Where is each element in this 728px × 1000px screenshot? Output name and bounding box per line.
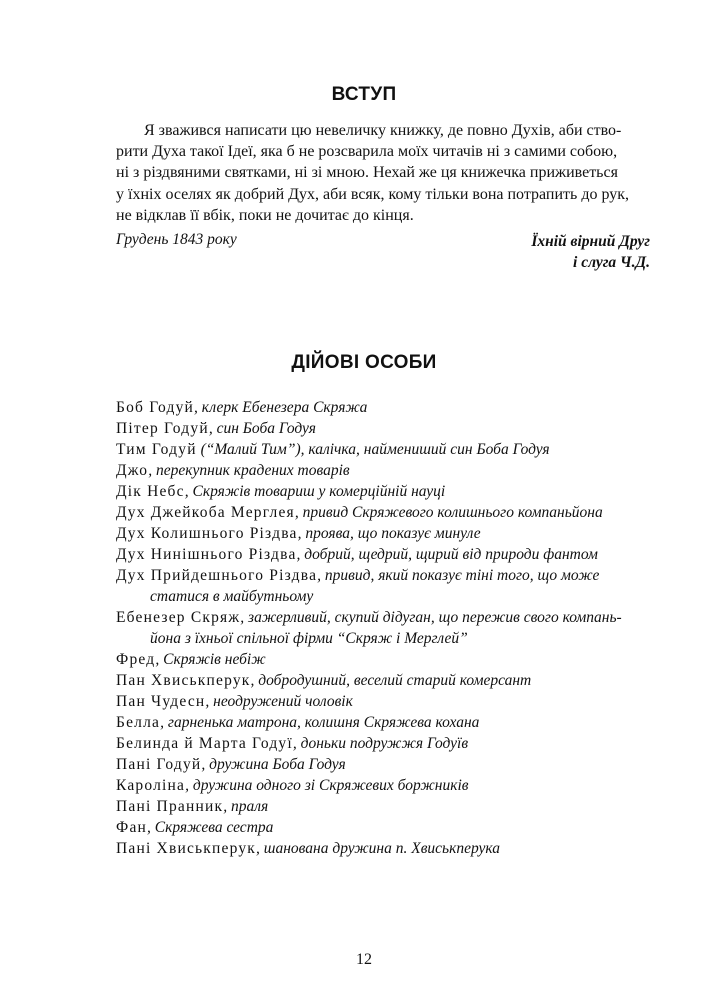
person-description: , дружина Боба Годуя xyxy=(201,756,346,773)
person-name: Дух Нинішнього Різдва xyxy=(116,546,297,563)
person-description: , проява, що показує минуле xyxy=(297,525,481,542)
person-description: , доньки подружжя Годуїв xyxy=(292,735,469,752)
intro-line: ні з різдвяними святками, ні зі мною. Нехай же ця книжечка приживеться xyxy=(116,164,618,182)
person-description: , праля xyxy=(223,798,269,815)
person-entry xyxy=(116,523,656,544)
person-name: Кароліна xyxy=(116,777,186,794)
person-description: , неодружений чоловік xyxy=(205,693,353,710)
person-name: Дух Прийдешнього Різдва xyxy=(116,567,318,584)
person-name: Тим Годуй xyxy=(116,441,197,458)
person-description: , гарненька матрона, колишня Скряжева кохана xyxy=(160,714,480,731)
person-entry xyxy=(116,544,656,565)
intro-heading: ВСТУП xyxy=(331,84,397,105)
person-description: , перекупник крадених товарів xyxy=(148,462,350,479)
person-name: Пані Пранник xyxy=(116,798,224,815)
person-description: , зажерливий, скупий дідуган, що пережив свого компань- xyxy=(240,609,622,626)
person-entry xyxy=(116,481,656,502)
person-description: , син Боба Годуя xyxy=(208,420,316,437)
signature-line: Їхній вірний Друг xyxy=(531,233,650,250)
person-description-continued: йона з їхньої спільної фірми “Скряж і Мерглей” xyxy=(150,630,468,647)
person-description: , Скряжів товариш у комерційній науці xyxy=(184,483,446,500)
person-name: Дух Джейкоба Мерглея xyxy=(116,504,295,521)
person-name: Дух Колишнього Різдва xyxy=(116,525,298,542)
intro-line: Я зважився написати цю невеличку книжку, де повно Духів, аби ство- xyxy=(144,122,622,139)
person-description: , клерк Ебенезера Скряжа xyxy=(194,399,368,416)
person-name: Пан Чудесн xyxy=(116,693,206,710)
person-entry xyxy=(116,439,656,460)
author-signature xyxy=(531,231,650,273)
person-name: Джо xyxy=(116,462,149,479)
person-entry xyxy=(116,649,656,670)
person-entry xyxy=(116,733,656,754)
person-description: , дружина одного зі Скряжевих боржників xyxy=(185,777,469,794)
person-entry xyxy=(116,565,656,586)
person-name: Белла xyxy=(116,714,161,731)
person-name: Дік Небс xyxy=(116,483,185,500)
intro-line: рити Духа такої Ідеї, яка б не розсварила моїх читачів ні з самими собою, xyxy=(116,143,618,161)
person-entry xyxy=(116,397,656,418)
person-description: , Скряжева сестра xyxy=(147,819,274,836)
person-entry xyxy=(116,712,656,733)
intro-date: Грудень 1843 року xyxy=(116,231,237,248)
intro-line: у їхніх оселях як добрий Дух, аби всяк, кому тільки вона потрапить до рук, xyxy=(116,185,630,203)
person-description: , шанована дружина п. Хвиськперука xyxy=(256,840,501,857)
person-name: Боб Годуй xyxy=(116,399,195,416)
person-entry xyxy=(116,838,656,859)
person-name: Фред xyxy=(116,651,156,668)
signature-line: і слуга Ч.Д. xyxy=(573,254,650,271)
person-description: , привид, який показує тіні того, що може xyxy=(317,567,600,584)
person-description-continued: статися в майбутньому xyxy=(150,588,314,605)
person-entry xyxy=(116,502,656,523)
person-description: (“Малий Тим”), калічка, наймениший син Боба Годуя xyxy=(196,441,550,458)
person-entry xyxy=(116,754,656,775)
person-description: , Скряжів небіж xyxy=(155,651,266,668)
person-entry xyxy=(116,796,656,817)
person-entry xyxy=(116,460,656,481)
person-name: Пітер Годуй xyxy=(116,420,209,437)
intro-paragraph xyxy=(116,120,650,226)
persons-heading: ДІЙОВІ ОСОБИ xyxy=(291,352,437,373)
person-entry xyxy=(116,418,656,439)
person-name: Пані Хвиськперук xyxy=(116,840,257,857)
intro-line: не відклав її вбік, поки не дочитає до кінця. xyxy=(116,206,414,224)
person-description: , привид Скряжевого колишнього компаньйона xyxy=(294,504,603,521)
person-name: Фан xyxy=(116,819,148,836)
person-name: Пані Годуй xyxy=(116,756,202,773)
person-description: , добрий, щедрий, щирий від природи фантом xyxy=(296,546,598,563)
person-description: , добродушний, веселий старий комерсант xyxy=(250,672,532,689)
persons-list xyxy=(116,397,656,859)
person-name: Ебенезер Скряж xyxy=(116,609,241,626)
person-entry xyxy=(116,817,656,838)
person-name: Пан Хвиськперук xyxy=(116,672,251,689)
person-name: Белинда й Марта Годуї xyxy=(116,735,293,752)
person-entry xyxy=(116,691,656,712)
person-entry xyxy=(116,607,656,628)
person-entry xyxy=(116,670,656,691)
person-entry xyxy=(116,775,656,796)
page-number: 12 xyxy=(356,951,372,968)
